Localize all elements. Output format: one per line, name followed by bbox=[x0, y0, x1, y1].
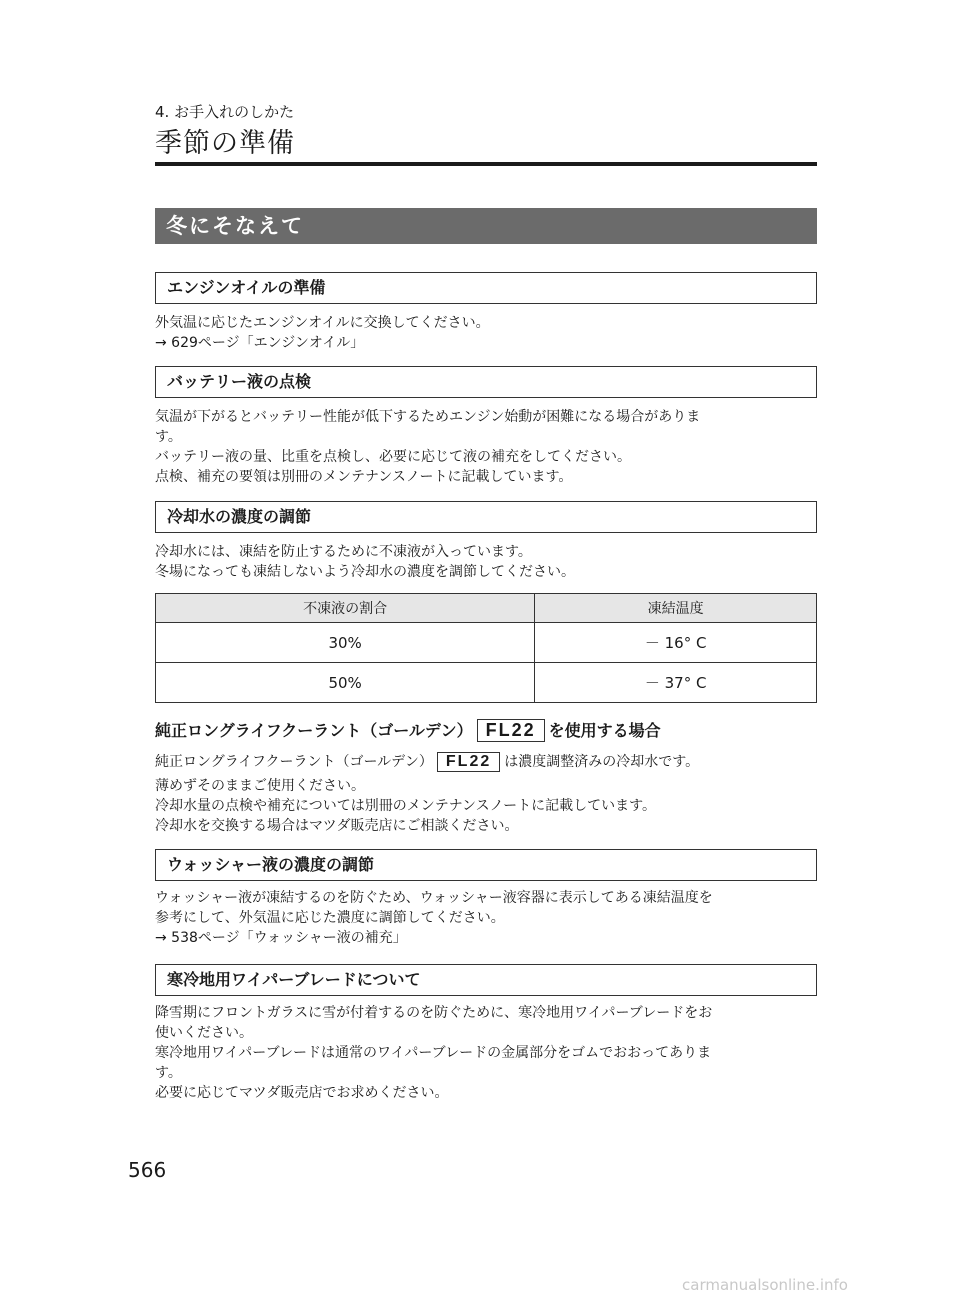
engine-oil-text bbox=[155, 313, 825, 353]
watermark: carmanualsonline.info bbox=[682, 1276, 848, 1294]
text-line: ウォッシャー液が凍結するのを防ぐため、ウォッシャー液容器に表示してある凍結温度を bbox=[155, 890, 713, 906]
coolant-text bbox=[155, 542, 825, 582]
text-line: す。 bbox=[155, 429, 182, 445]
battery-heading: バッテリー液の点検 bbox=[155, 366, 817, 398]
heading-text: を使用する場合 bbox=[548, 721, 661, 740]
wiper-text bbox=[155, 1003, 825, 1103]
heading-text: 純正ロングライフクーラント（ゴールデン） bbox=[155, 721, 473, 740]
battery-text bbox=[155, 407, 825, 487]
temp-cell: － 16° C bbox=[535, 623, 817, 663]
freeze-table bbox=[155, 593, 817, 703]
text-line: 使いください。 bbox=[155, 1025, 253, 1041]
ratio-cell: 30% bbox=[156, 623, 535, 663]
ratio-cell: 50% bbox=[156, 663, 535, 703]
washer-text bbox=[155, 888, 825, 948]
text-line: 気温が下がるとバッテリー性能が低下するためエンジン始動が困難になる場合がありま bbox=[155, 409, 701, 425]
column-header-ratio: 不凍液の割合 bbox=[156, 594, 535, 623]
text-line: 参考にして、外気温に応じた濃度に調節してください。 bbox=[155, 910, 505, 926]
section-banner: 冬にそなえて bbox=[155, 208, 817, 244]
coolant-heading: 冷却水の濃度の調節 bbox=[155, 501, 817, 533]
fl22-badge: FL22 bbox=[437, 752, 500, 772]
text-line: 冷却水を交換する場合はマツダ販売店にご相談ください。 bbox=[155, 818, 519, 834]
page-reference-link[interactable]: → 538ページ「ウォッシャー液の補充」 bbox=[155, 930, 407, 946]
genuine-coolant-text bbox=[155, 752, 825, 836]
text-line: バッテリー液の量、比重を点検し、必要に応じて液の補充をしてください。 bbox=[155, 449, 631, 465]
genuine-coolant-heading bbox=[155, 718, 661, 742]
table-header-row bbox=[156, 594, 817, 623]
page-title: 季節の準備 bbox=[155, 128, 295, 159]
fl22-badge: FL22 bbox=[477, 719, 545, 742]
text-line: 冬場になっても凍結しないよう冷却水の濃度を調節してください。 bbox=[155, 564, 575, 580]
page-number: 566 bbox=[128, 1158, 167, 1182]
text-line: 冷却水量の点検や補充については別冊のメンテナンスノートに記載しています。 bbox=[155, 798, 657, 814]
wiper-heading: 寒冷地用ワイパーブレードについて bbox=[155, 964, 817, 996]
column-header-temp: 凍結温度 bbox=[535, 594, 817, 623]
text-line: 寒冷地用ワイパーブレードは通常のワイパーブレードの金属部分をゴムでおおってありま bbox=[155, 1045, 712, 1061]
table-row bbox=[156, 663, 817, 703]
page-reference-link[interactable]: → 629ページ「エンジンオイル」 bbox=[155, 335, 365, 351]
text-line: す。 bbox=[155, 1065, 182, 1081]
text-line: 点検、補充の要領は別冊のメンテナンスノートに記載しています。 bbox=[155, 469, 573, 485]
text-line: 外気温に応じたエンジンオイルに交換してください。 bbox=[155, 315, 490, 331]
table-row bbox=[156, 623, 817, 663]
text-line: 必要に応じてマツダ販売店でお求めください。 bbox=[155, 1085, 449, 1101]
text-line: 降雪期にフロントガラスに雪が付着するのを防ぐために、寒冷地用ワイパーブレードをお bbox=[155, 1005, 713, 1021]
text-line: 純正ロングライフクーラント（ゴールデン） FL22 は濃度調整済みの冷却水です。 bbox=[155, 753, 700, 770]
chapter-label: 4. お手入れのしかた bbox=[155, 103, 295, 121]
title-rule bbox=[155, 162, 817, 166]
washer-heading: ウォッシャー液の濃度の調節 bbox=[155, 849, 817, 881]
text-line: 冷却水には、凍結を防止するために不凍液が入っています。 bbox=[155, 544, 532, 560]
engine-oil-heading: エンジンオイルの準備 bbox=[155, 272, 817, 304]
temp-cell: － 37° C bbox=[535, 663, 817, 703]
text-line: 薄めずそのままご使用ください。 bbox=[155, 778, 365, 794]
